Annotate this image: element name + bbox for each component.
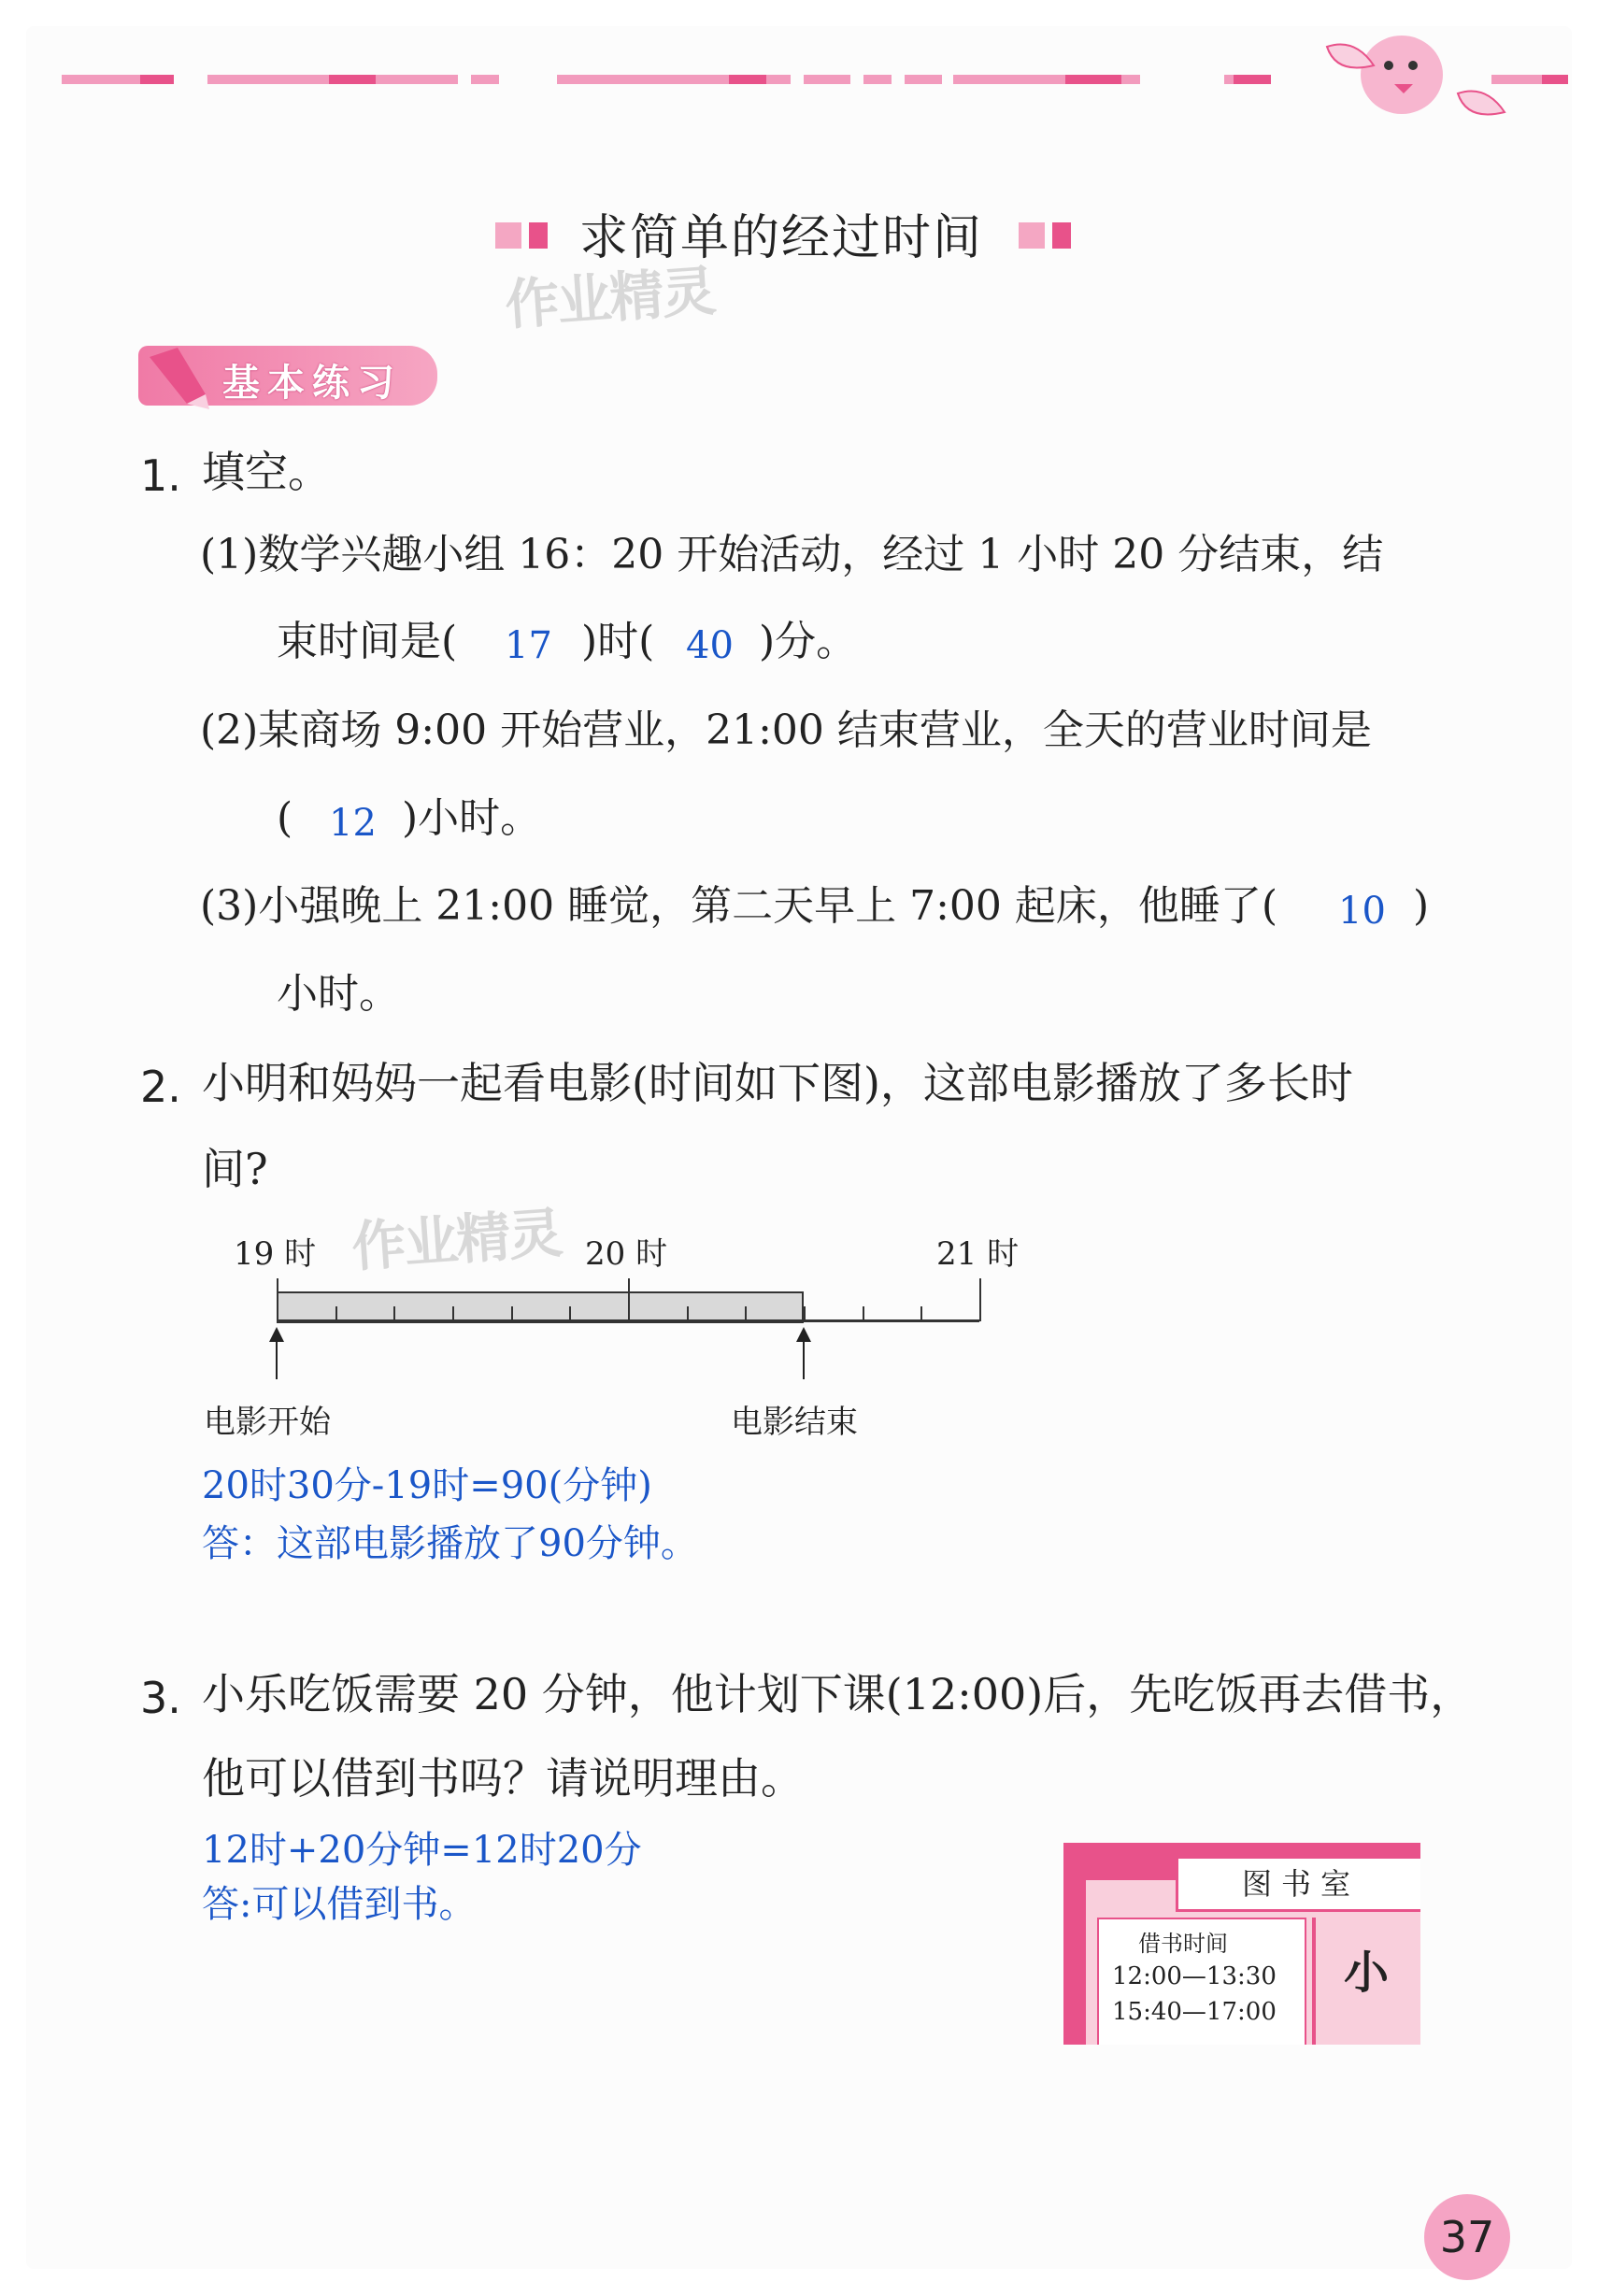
q1-part1-answer-minute: 40 — [686, 624, 734, 667]
pencil-icon — [140, 338, 215, 413]
question-3-line1: 小乐吃饭需要 20 分钟，他计划下课(12:00)后，先吃饭再去借书， — [202, 1669, 1474, 1719]
question-2-line1: 小明和妈妈一起看电影(时间如下图)，这部电影播放了多长时 — [202, 1058, 1353, 1108]
watermark: 作业精灵 — [503, 259, 717, 337]
q1-part1-line2a: 束时间是( — [277, 618, 458, 665]
sign-time-1: 12:00—13:30 — [1112, 1962, 1277, 1990]
q1-part2-line2a: ( — [277, 794, 293, 842]
timeline-minor-tick — [920, 1306, 922, 1321]
sign-subtitle: 借书时间 — [1138, 1931, 1228, 1957]
timeline-minor-tick — [452, 1306, 454, 1321]
question-1-number: 1. — [140, 450, 181, 501]
movie-duration-bar — [277, 1291, 804, 1323]
q1-part2-answer: 12 — [329, 802, 377, 845]
q1-part3-line1b: ) — [1413, 882, 1430, 930]
movie-start-arrow-icon — [267, 1327, 286, 1379]
timeline-minor-tick — [511, 1306, 513, 1321]
q2-answer-line2: 答：这部电影播放了90分钟。 — [202, 1522, 698, 1565]
timeline-label-21: 21 时 — [936, 1235, 1020, 1273]
timeline-label-20: 20 时 — [585, 1235, 668, 1273]
timeline-hour-tick — [979, 1278, 981, 1321]
q1-part3-line1a: (3)小强晚上 21:00 睡觉，第二天早上 7:00 起床，他睡了( — [200, 882, 1278, 930]
question-1-stem: 填空。 — [202, 447, 331, 497]
q3-answer-line2: 答:可以借到书。 — [202, 1883, 477, 1926]
movie-start-label: 电影开始 — [204, 1404, 331, 1441]
question-2-line2: 间? — [202, 1144, 268, 1194]
title-square-left — [529, 222, 548, 249]
title-square-left-light — [495, 222, 521, 249]
timeline-hour-tick — [628, 1278, 630, 1321]
title-square-right-light — [1019, 222, 1045, 249]
question-3-number: 3. — [140, 1673, 181, 1723]
watermark-2: 作业精灵 — [350, 1201, 564, 1279]
header-decoration — [0, 0, 1598, 131]
bird-icon — [1327, 36, 1505, 115]
q1-part1-line1: (1)数学兴趣小组 16：20 开始活动，经过 1 小时 20 分结束，结 — [200, 531, 1384, 578]
timeline-hour-tick — [277, 1278, 278, 1321]
q1-part1-line2b: )时( — [581, 618, 655, 665]
section-banner-label: 基本练习 — [222, 362, 402, 405]
timeline-minor-tick — [804, 1306, 806, 1321]
timeline-minor-tick — [393, 1306, 395, 1321]
q1-part3-line2: 小时。 — [277, 970, 400, 1018]
question-3-line2: 他可以借到书吗？请说明理由。 — [202, 1753, 804, 1804]
q3-answer-line1: 12时+20分钟=12时20分 — [202, 1829, 642, 1872]
sign-title: 图书室 — [1176, 1856, 1420, 1912]
movie-end-label: 电影结束 — [731, 1404, 858, 1441]
sign-left-post — [1063, 1880, 1086, 2045]
page-number: 37 — [1424, 2194, 1510, 2280]
q1-part1-answer-hour: 17 — [505, 624, 552, 667]
sign-time-2: 15:40—17:00 — [1112, 1998, 1277, 2026]
timeline — [277, 1271, 983, 1383]
movie-end-arrow-icon — [794, 1327, 813, 1379]
title-square-right — [1052, 222, 1071, 249]
library-sign — [1063, 1843, 1420, 2045]
timeline-minor-tick — [745, 1306, 747, 1321]
q1-part2-line2b: )小时。 — [402, 794, 542, 842]
q1-part3-answer: 10 — [1338, 890, 1386, 933]
timeline-minor-tick — [863, 1306, 864, 1321]
timeline-minor-tick — [335, 1306, 337, 1321]
timeline-label-19: 19 时 — [234, 1235, 317, 1273]
q1-part2-line1: (2)某商场 9:00 开始营业，21:00 结束营业，全天的营业时间是 — [200, 706, 1372, 754]
timeline-minor-tick — [687, 1306, 689, 1321]
q1-part1-line2c: )分。 — [759, 618, 858, 665]
question-2-number: 2. — [140, 1062, 181, 1112]
page-title: 求简单的经过时间 — [579, 210, 984, 266]
timeline-minor-tick — [569, 1306, 571, 1321]
sign-side-char: 小 — [1344, 1947, 1390, 1999]
q2-answer-line1: 20时30分-19时=90(分钟) — [202, 1464, 652, 1507]
